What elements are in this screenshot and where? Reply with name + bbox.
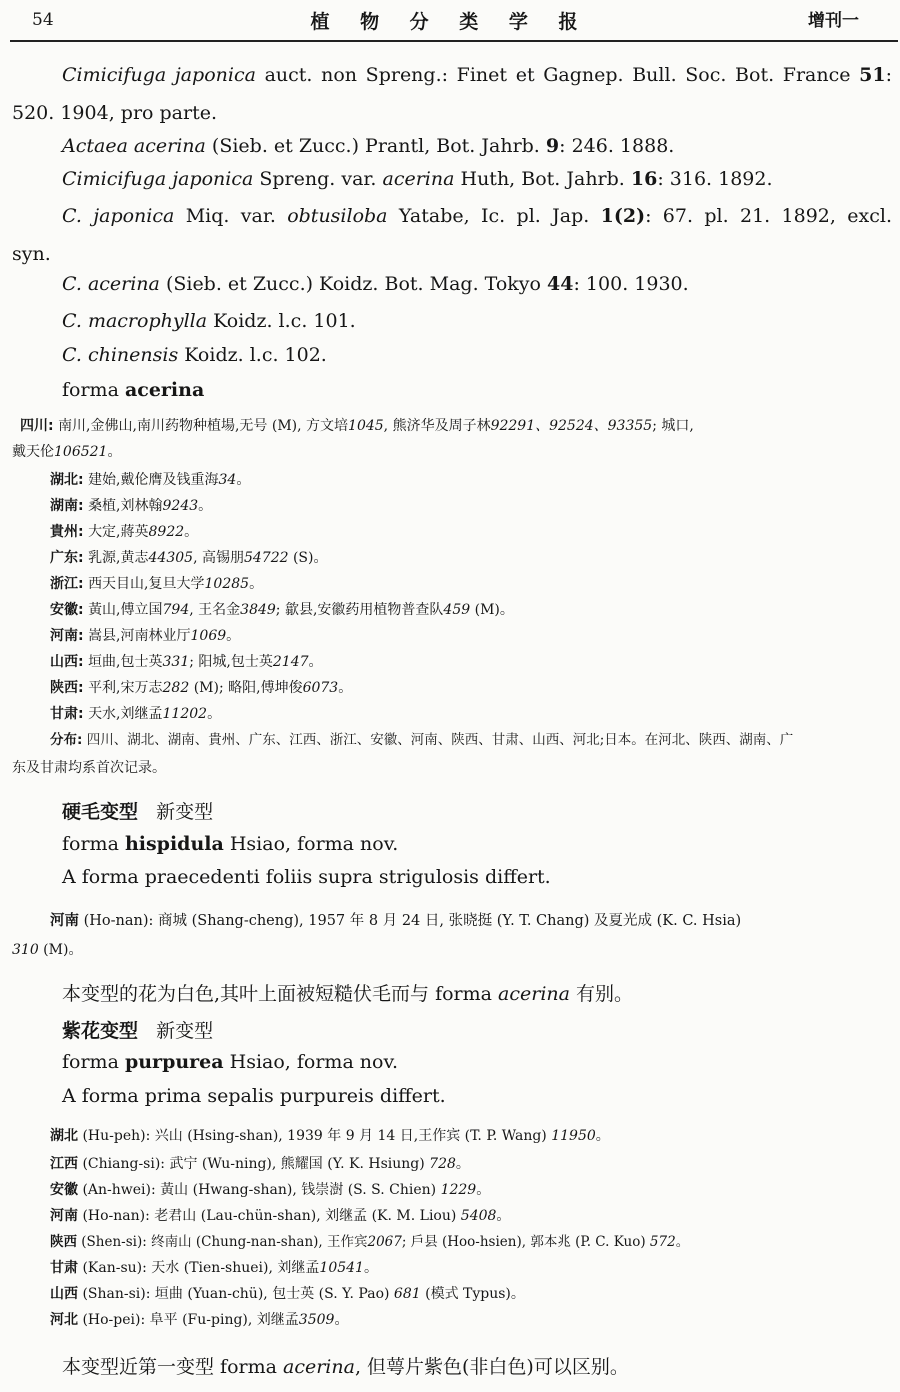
synonym-3: Cimicifuga japonica Spreng. var. acerina Huth, Bot. Jahrb. 16: 316. 1892. bbox=[62, 168, 773, 190]
hispidula-specimen-henan: 河南 (Ho-nan): 商城 (Shang-cheng), 1957 年 8 月 24 日, 张晓挺 (Y. T. Chang) 及夏光成 (K. C. Hsia) bbox=[50, 913, 742, 929]
specimen-hubei: 湖北: 建始,戴伦膺及钱重海34。 bbox=[50, 472, 251, 488]
purpurea-specimen-henan: 河南 (Ho-nan): 老君山 (Lau-chün-shan), 刘继孟 (K. M. Liou) 5408。 bbox=[50, 1208, 511, 1224]
synonym-6: C. macrophylla Koidz. l.c. 101. bbox=[62, 310, 356, 332]
purpurea-specimen-shaanxi: 陕西 (Shen-si): 终南山 (Chung-nan-shan), 王作宾2067; 戶县 (Hoo-hsien), 郭本兆 (P. C. Kuo) 572。 bbox=[50, 1234, 690, 1250]
forma-purpurea-cn-heading: 紫花变型 新变型 bbox=[62, 1020, 214, 1042]
forma-purpurea-note: 本变型近第一变型 forma acerina, 但萼片紫色(非白色)可以区别。 bbox=[62, 1356, 629, 1378]
purpurea-specimen-hebei: 河北 (Ho-pei): 阜平 (Fu-ping), 刘继孟3509。 bbox=[50, 1312, 349, 1328]
synonym-4: C. japonica Miq. var. obtusiloba Yatabe, Ic. pl. Jap. 1(2): 67. pl. 21. 1892, excl. bbox=[62, 205, 892, 227]
specimen-guangdong: 广东: 乳源,黄志44305, 高锡朋54722 (S)。 bbox=[50, 550, 328, 566]
specimen-hunan: 湖南: 桑植,刘林翰9243。 bbox=[50, 498, 213, 514]
hispidula-specimen-continuation: 310 (M)。 bbox=[12, 942, 83, 958]
purpurea-specimen-shanxi: 山西 (Shan-si): 垣曲 (Yuan-chü), 包士英 (S. Y. Pao) 681 (模式 Typus)。 bbox=[50, 1286, 525, 1302]
specimen-sichuan-continuation: 戴天伦106521。 bbox=[12, 444, 122, 460]
synonym-1: Cimicifuga japonica auct. non Spreng.: Finet et Gagnep. Bull. Soc. Bot. France 51: bbox=[62, 64, 893, 86]
specimen-shaanxi: 陕西: 平利,宋万志282 (M); 略阳,傅坤俊6073。 bbox=[50, 680, 353, 696]
synonym-2: Actaea acerina (Sieb. et Zucc.) Prantl, Bot. Jahrb. 9: 246. 1888. bbox=[62, 135, 675, 157]
specimen-zhejiang: 浙江: 西天目山,复旦大学10285。 bbox=[50, 576, 264, 592]
purpurea-specimen-jiangxi: 江西 (Chiang-si): 武宁 (Wu-ning), 熊耀国 (Y. K. Hsiung) 728。 bbox=[50, 1156, 470, 1172]
specimen-anhui: 安徽: 黃山,傅立国794, 王名金3849; 歙县,安徽药用植物普查队459 (M)。 bbox=[50, 602, 514, 618]
forma-hispidula-cn-heading: 硬毛变型 新变型 bbox=[62, 801, 214, 823]
running-header bbox=[0, 0, 900, 46]
synonym-1-continuation: 520. 1904, pro parte. bbox=[12, 102, 217, 124]
specimen-guizhou: 貴州: 大定,蔣英8922。 bbox=[50, 524, 199, 540]
purpurea-specimen-anhui: 安徽 (An-hwei): 黃山 (Hwang-shan), 钱崇澍 (S. S. Chien) 1229。 bbox=[50, 1182, 491, 1198]
distribution: 分布: 四川、湖北、湖南、貴州、广东、江西、浙江、安徽、河南、陕西、甘肃、山西、河北;日本。在河北、陕西、湖南、广 bbox=[50, 732, 794, 748]
forma-purpurea-heading: forma purpurea Hsiao, forma nov. bbox=[62, 1051, 398, 1073]
issue-label: 增刊一 bbox=[808, 11, 859, 31]
header-rule bbox=[10, 40, 898, 42]
specimen-sichuan: 四川: 南川,金佛山,南川药物种植場,无号 (M), 方文培1045, 熊济华及周子林92291、92524、93355; 城口, bbox=[20, 418, 694, 434]
specimen-gansu: 甘肃: 天水,刘继孟11202。 bbox=[50, 706, 222, 722]
journal-title: 植 物 分 类 学 报 bbox=[310, 11, 590, 33]
synonym-7: C. chinensis Koidz. l.c. 102. bbox=[62, 344, 327, 366]
forma-hispidula-diagnosis: A forma praecedenti foliis supra strigulosis differt. bbox=[62, 866, 551, 888]
synonym-5: C. acerina (Sieb. et Zucc.) Koidz. Bot. Mag. Tokyo 44: 100. 1930. bbox=[62, 273, 689, 295]
purpurea-specimen-hubei: 湖北 (Hu-peh): 兴山 (Hsing-shan), 1939 年 9 月 14 日,王作宾 (T. P. Wang) 11950。 bbox=[50, 1128, 610, 1144]
synonym-4-continuation: syn. bbox=[12, 243, 51, 265]
page-number: 54 bbox=[32, 10, 54, 30]
forma-acerina-heading: forma acerina bbox=[62, 379, 205, 401]
forma-hispidula-note: 本变型的花为白色,其叶上面被短糙伏毛而与 forma acerina 有别。 bbox=[62, 983, 634, 1005]
purpurea-specimen-gansu: 甘肃 (Kan-su): 天水 (Tien-shuei), 刘继孟10541。 bbox=[50, 1260, 378, 1276]
forma-hispidula-heading: forma hispidula Hsiao, forma nov. bbox=[62, 833, 399, 855]
distribution-continuation: 东及甘肃均系首次记录。 bbox=[12, 760, 166, 776]
forma-purpurea-diagnosis: A forma prima sepalis purpureis differt. bbox=[62, 1085, 446, 1107]
specimen-shanxi: 山西: 垣曲,包士英331; 阳城,包士英2147。 bbox=[50, 654, 323, 670]
specimen-henan: 河南: 嵩县,河南林业厅1069。 bbox=[50, 628, 241, 644]
